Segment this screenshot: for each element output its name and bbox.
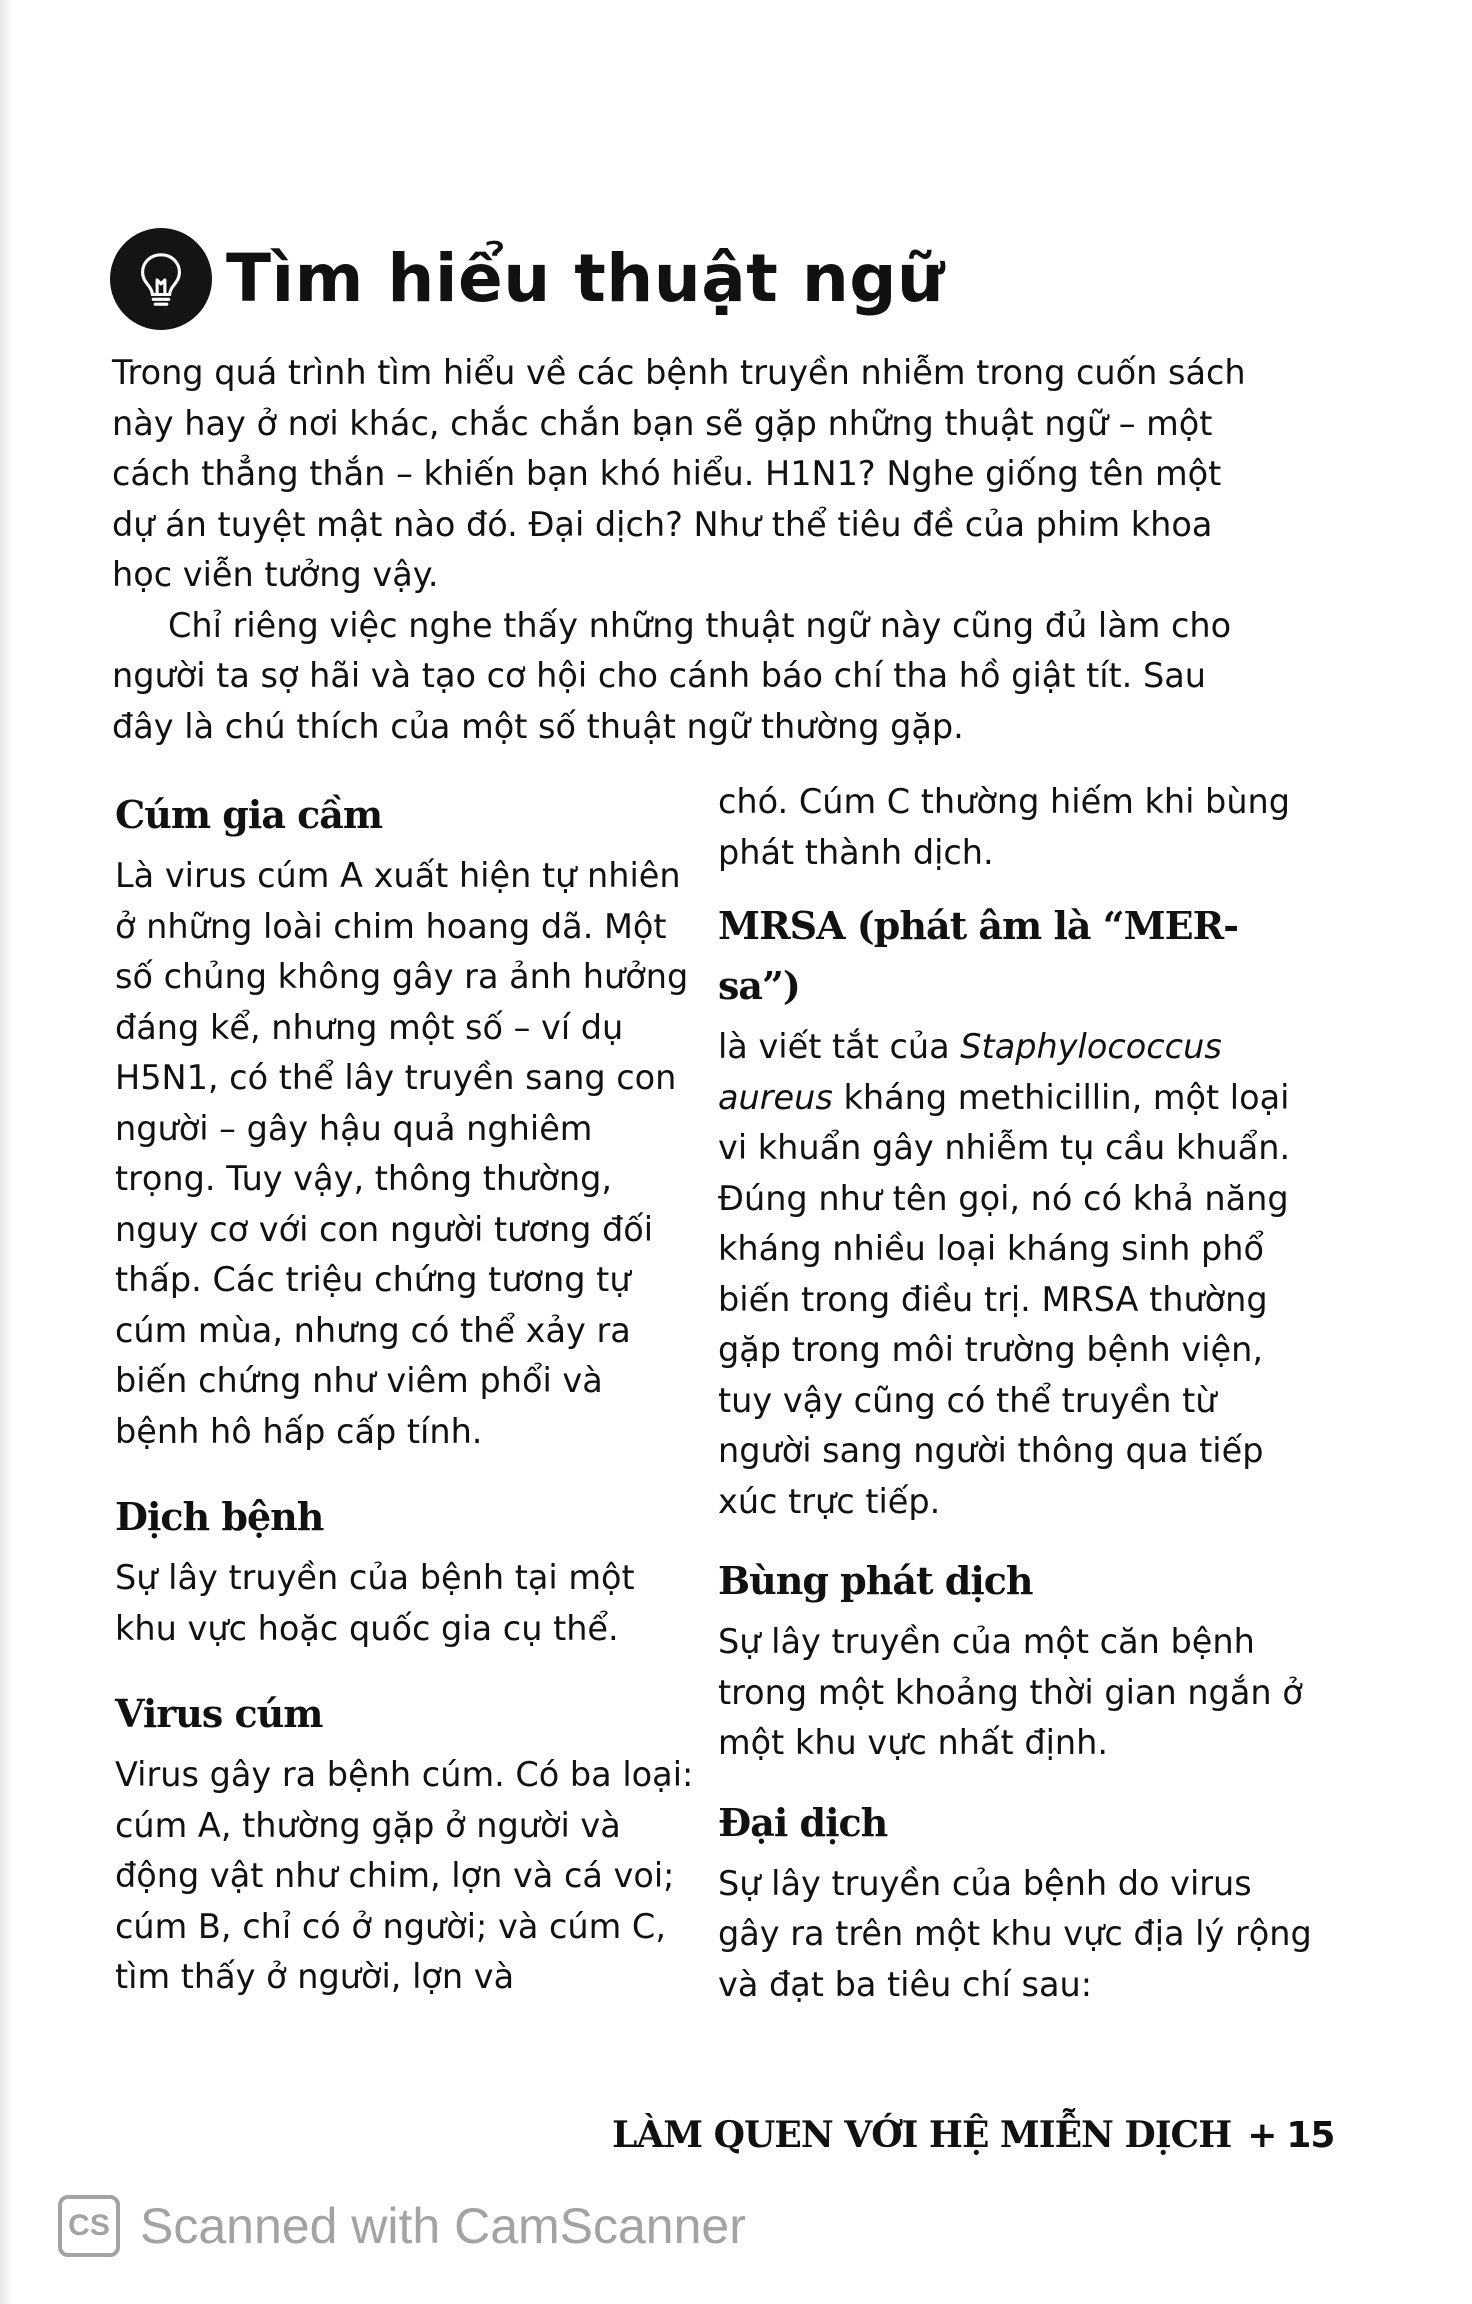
term-title: Virus cúm <box>115 1691 323 1736</box>
term-body: Sự lây truyền của bệnh tại một khu vực hoặc quốc gia cụ thể. <box>115 1558 635 1648</box>
right-column <box>718 777 1318 2010</box>
scientific-name: Staphylococcus aureus <box>718 1027 1222 1117</box>
term-epidemic <box>115 1487 695 1654</box>
lightbulb-icon <box>110 228 212 330</box>
term-avian-flu <box>115 785 695 1457</box>
term-body: Là virus cúm A xuất hiện tự nhiên ở những loài chim hoang dã. Một số chủng không gây ra ảnh hưởng đáng kể, nhưng một số – ví dụ H5N1, có thể lây truyền sang con người – gây hậu quả nghiêm trọng. Tuy vậy, thông thường, nguy cơ với con người tương đối thấp. Các triệu chứng tương tự cúm mùa, nhưng có thể xảy ra biến chứng như viêm phổi và bệnh hô hấp cấp tính. <box>115 856 689 1451</box>
term-title: Dịch bệnh <box>115 1494 324 1539</box>
term-title: Cúm gia cầm <box>115 792 383 837</box>
term-body <box>718 1022 1318 1527</box>
continued-text: chó. Cúm C thường hiếm khi bùng phát thành dịch. <box>718 782 1291 872</box>
term-title: Đại dịch <box>718 1799 888 1845</box>
term-body: Sự lây truyền của bệnh do virus gây ra trên một khu vực địa lý rộng và đạt ba tiêu chí sau: <box>718 1863 1312 2004</box>
scanner-watermark <box>58 2195 746 2257</box>
term-influenza-virus <box>115 1684 695 2003</box>
term-body-text: là viết tắt của <box>718 1027 961 1066</box>
term-pandemic <box>718 1793 1318 2011</box>
term-body-text: kháng methicillin, một loại vi khuẩn gây nhiễm tụ cầu khuẩn. Đúng như tên gọi, nó có khả năng kháng nhiều loại kháng sinh phổ biến trong điều trị. MRSA thường gặp trong môi trường bệnh viện, tuy vậy cũng có thể truyền từ người sang người thông qua tiếp xúc trực tiếp. <box>718 1077 1291 1521</box>
term-title: MRSA (phát âm là “MER-sa”) <box>718 903 1238 1008</box>
chapter-title: LÀM QUEN VỚI HỆ MIỄN DỊCH <box>612 2114 1232 2156</box>
term-body: Sự lây truyền của một căn bệnh trong một khoảng thời gian ngắn ở một khu vực nhất định. <box>718 1622 1303 1762</box>
page-title: Tìm hiểu thuật ngữ <box>226 240 945 317</box>
intro-text <box>112 348 1272 752</box>
page-number: 15 <box>1286 2115 1335 2156</box>
camscanner-logo-icon: CS <box>58 2195 120 2257</box>
page-footer <box>612 2114 1334 2156</box>
term-title: Bùng phát dịch <box>718 1558 1033 1603</box>
section-heading <box>110 228 945 330</box>
term-outbreak <box>718 1551 1318 1769</box>
left-column <box>115 785 695 2003</box>
footer-separator: + <box>1247 2115 1277 2156</box>
term-mrsa <box>718 896 1318 1527</box>
intro-paragraph-2: Chỉ riêng việc nghe thấy những thuật ngữ này cũng đủ làm cho người ta sợ hãi và tạo cơ hội cho cánh báo chí tha hồ giật tít. Sau đây là chú thích của một số thuật ngữ thường gặp. <box>112 605 1232 746</box>
intro-paragraph-1: Trong quá trình tìm hiểu về các bệnh truyền nhiễm trong cuốn sách này hay ở nơi khác, chắc chắn bạn sẽ gặp những thuật ngữ – một cách thẳng thắn – khiến bạn khó hiểu. H1N1? Nghe giống tên một dự án tuyệt mật nào đó. Đại dịch? Như thể tiêu đề của phim khoa học viễn tưởng vậy. <box>112 353 1246 594</box>
term-body: Virus gây ra bệnh cúm. Có ba loại: cúm A, thường gặp ở người và động vật như chim, lợn và cá voi; cúm B, chỉ có ở người; và cúm C, tìm thấy ở người, lợn và <box>115 1755 694 1996</box>
watermark-text: Scanned with CamScanner <box>140 2198 746 2254</box>
page-edge-shadow <box>0 0 14 2304</box>
